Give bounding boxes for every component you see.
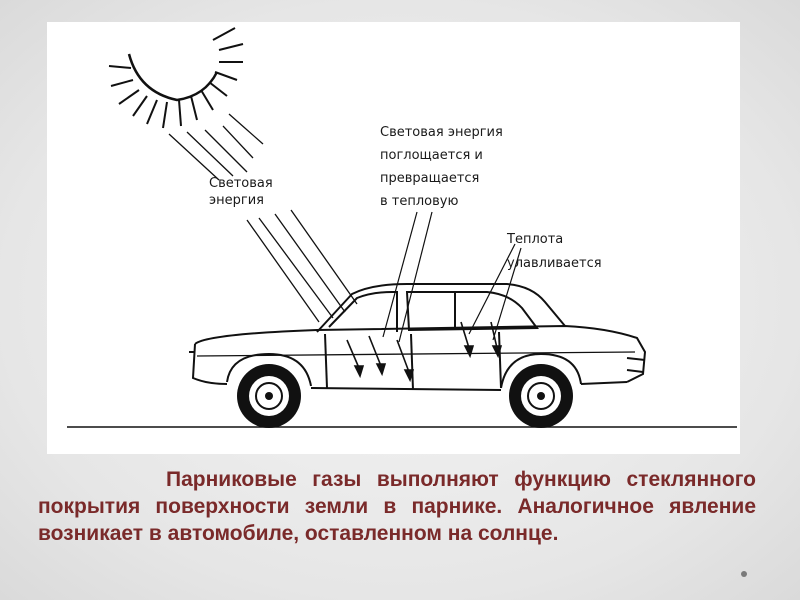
label-absorbed [380,121,503,213]
pointer-lines [383,212,521,342]
label-line: превращается [380,171,480,186]
label-line: поглощается и [380,148,483,163]
front-wheel [509,364,573,428]
rear-wheel [237,364,301,428]
label-line: в тепловую [380,194,459,209]
label-line: улавливается [507,256,602,271]
figure-panel [47,22,740,454]
bullet-dot [741,571,747,577]
label-line: Световая [209,176,273,191]
label-heat-trapped [507,228,602,276]
label-line: Световая энергия [380,125,503,140]
sun-icon [109,28,243,128]
label-line: Теплота [507,232,564,247]
label-line: энергия [209,193,264,208]
greenhouse-car-diagram [47,22,740,454]
label-light-energy [209,175,273,209]
light-rays [169,114,357,322]
caption-text: Парниковые газы выполняют функцию стеклянного покрытия поверхности земли в парнике. Аналогичное явление возникает в автомобиле, оставленном на солнце. [38,468,756,545]
